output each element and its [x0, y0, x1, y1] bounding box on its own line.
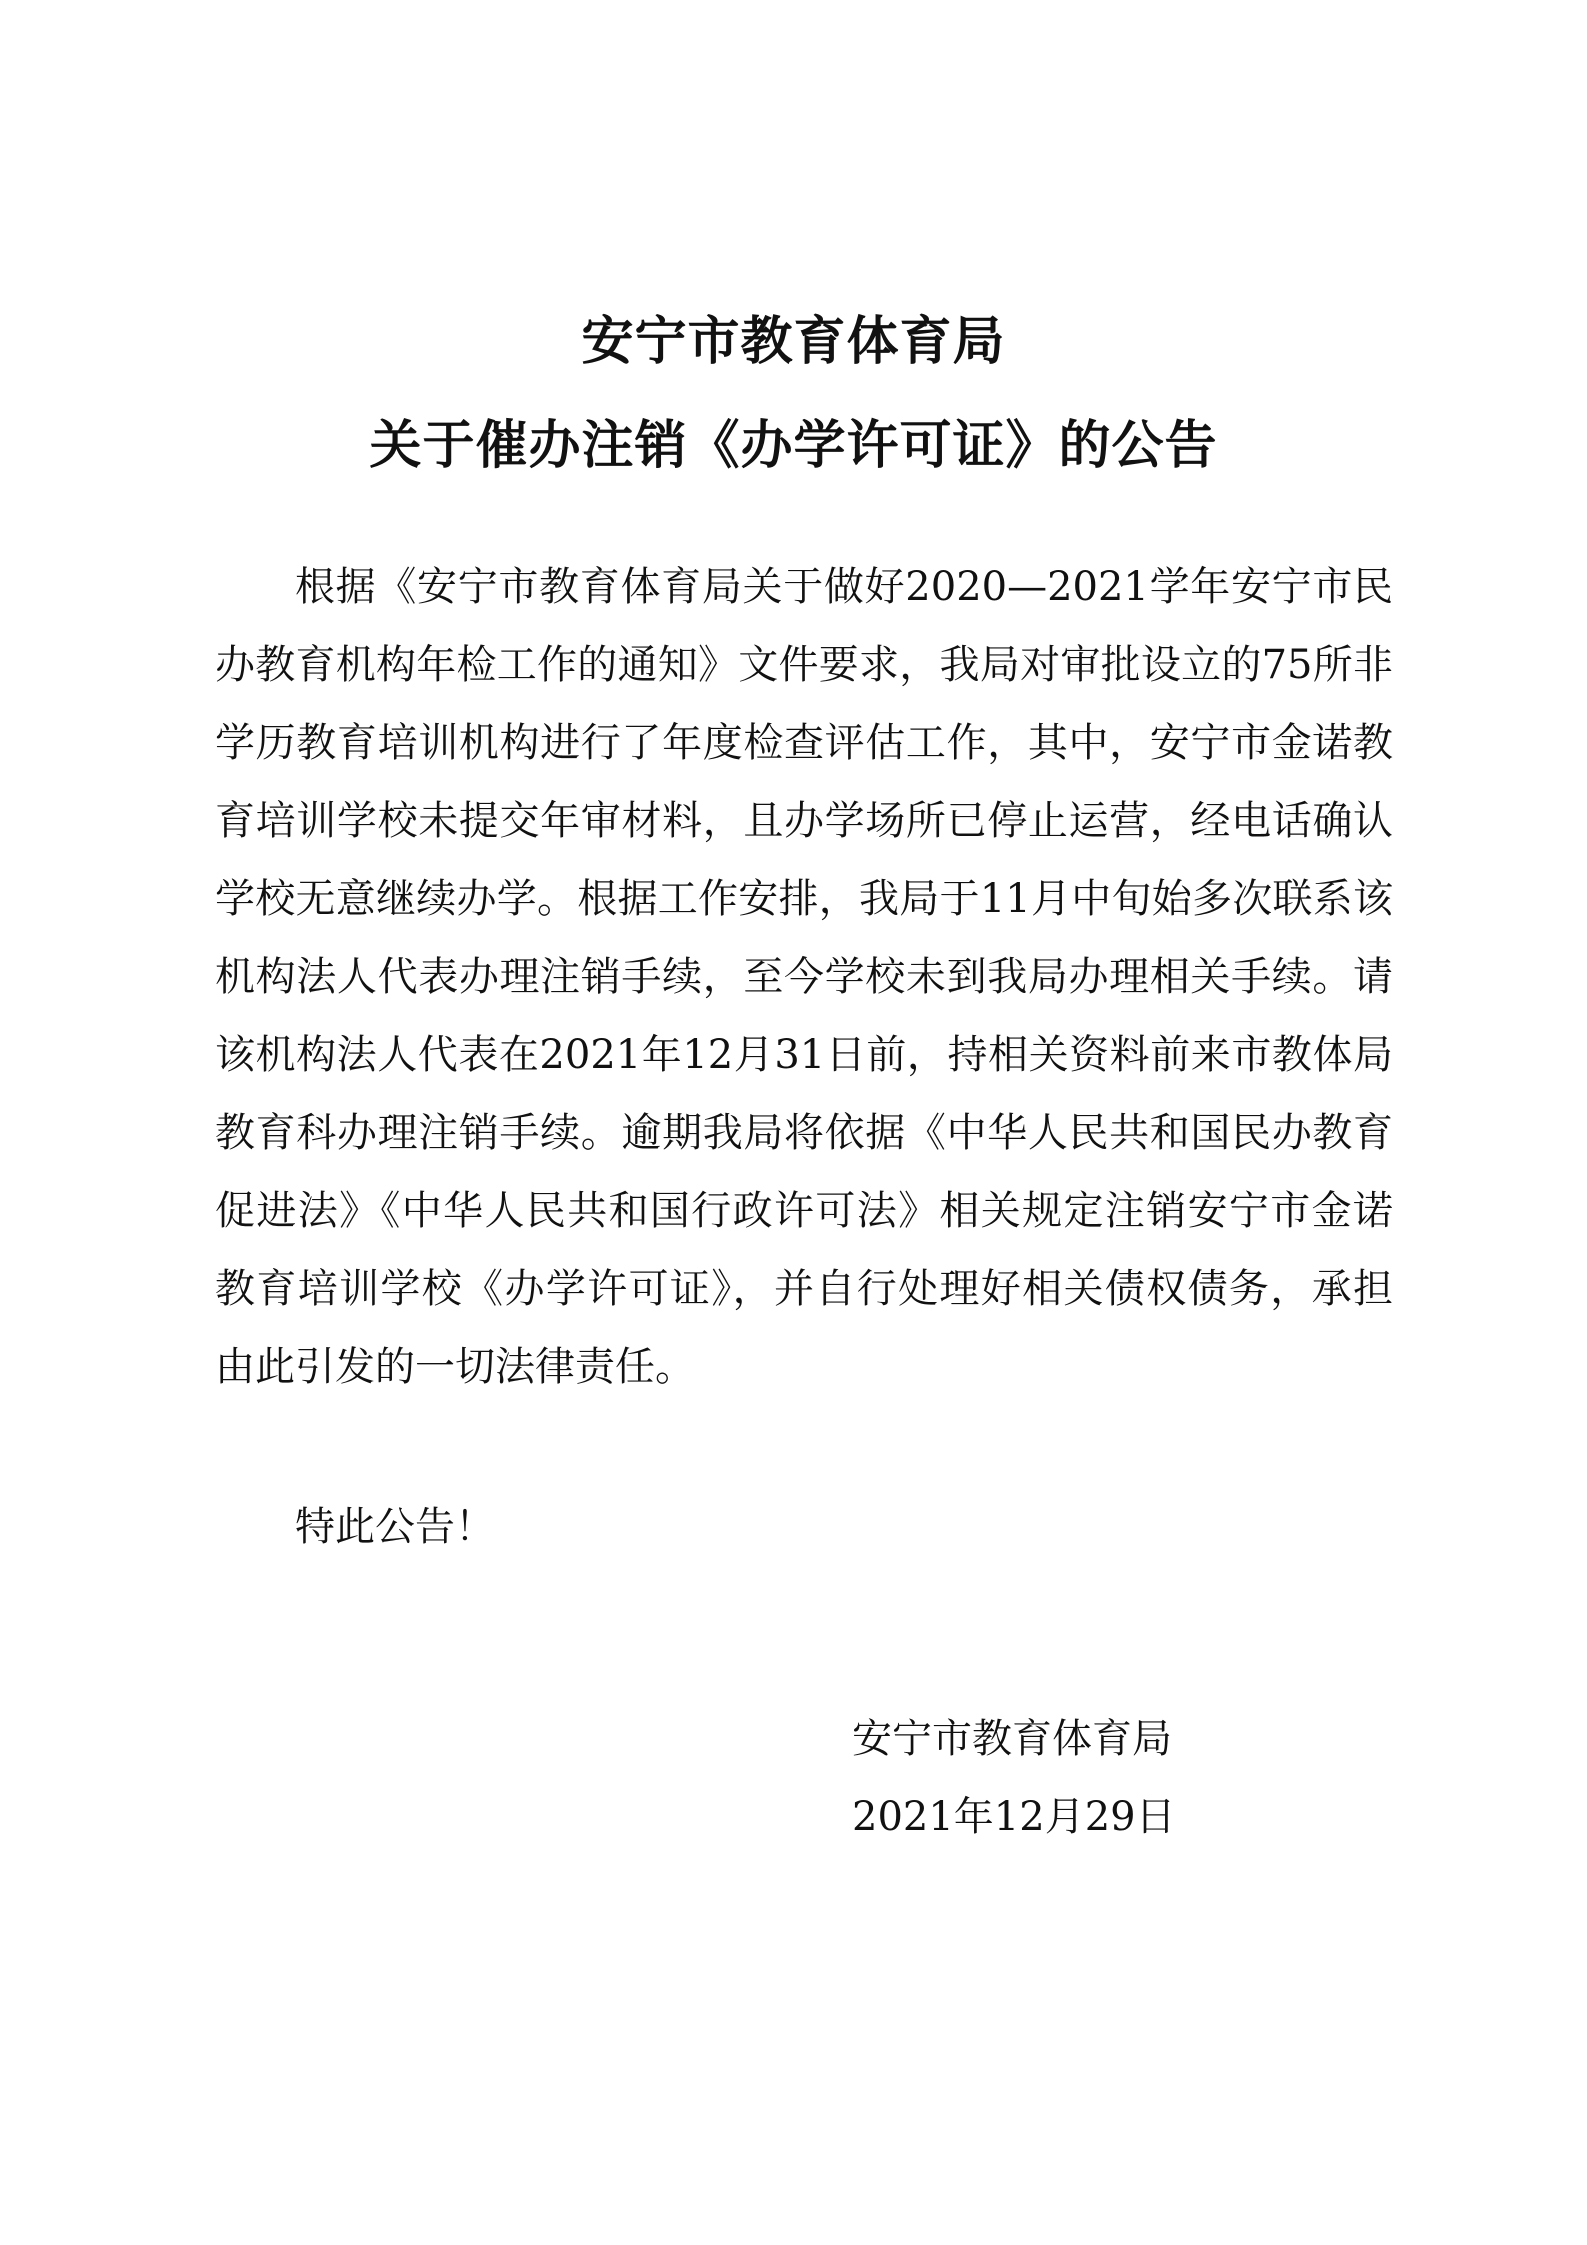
- body-paragraph: 根据《安宁市教育体育局关于做好2020—2021学年安宁市民办教育机构年检工作的通知》文件要求，我局对审批设立的75所非学历教育培训机构进行了年度检查评估工作，其中，安宁市金诺教育培训学校未提交年审材料，且办学场所已停止运营，经电话确认学校无意继续办学。根据工作安排，我局于11月中旬始多次联系该机构法人代表办理注销手续，至今学校未到我局办理相关手续。请该机构法人代表在2021年12月31日前，持相关资料前来市教体局教育科办理注销手续。逾期我局将依据《中华人民共和国民办教育促进法》《中华人民共和国行政许可法》相关规定注销安宁市金诺教育培训学校《办学许可证》，并自行处理好相关债权债务，承担由此引发的一切法律责任。: [215, 564, 1393, 1390]
- signature-block: [852, 1700, 1176, 1856]
- document-title: [0, 290, 1587, 498]
- closing-remark: 特此公告！: [295, 1504, 495, 1550]
- title-line-subject: 关于催办注销《办学许可证》的公告: [369, 415, 1218, 476]
- signature-date: 2021年12月29日: [852, 1794, 1176, 1840]
- title-line-organization: 安宁市教育体育局: [581, 311, 1006, 372]
- signature-organization: 安宁市教育体育局: [852, 1716, 1172, 1762]
